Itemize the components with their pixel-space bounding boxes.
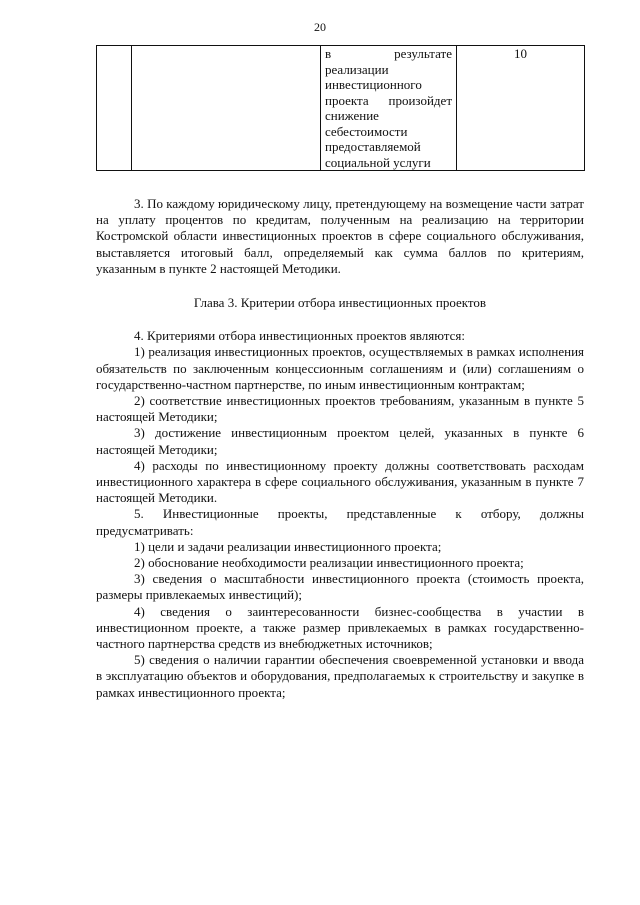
table-cell-score: 10 xyxy=(457,46,585,171)
criterion-line: снижение xyxy=(325,108,379,123)
list-item: 4) расходы по инвестиционному проекту должны соответствовать расходам инвестиционного характера в сфере социального обслуживания, указанным в пункте 7 настоящей Методики. xyxy=(96,457,584,506)
paragraph-5: 5. Инвестиционные проекты, представленные к отбору, должны предусматривать: xyxy=(96,506,584,538)
page-number: 20 xyxy=(314,20,326,34)
list-item: 4) сведения о заинтересованности бизнес-сообщества в участии в инвестиционном проекте, а также размер привлекаемых в рамках государственно-частного партнерства средств из внебюджетных источников; xyxy=(96,603,584,652)
table-cell-criterion xyxy=(321,46,457,171)
list-item: 1) цели и задачи реализации инвестиционного проекта; xyxy=(134,538,442,554)
list-item: 3) сведения о масштабности инвестиционного проекта (стоимость проекта, размеры привлекаемых инвестиций); xyxy=(96,571,584,603)
body-text xyxy=(96,196,584,701)
paragraph-4: 4. Критериями отбора инвестиционных проектов являются: xyxy=(134,328,465,344)
criterion-line: реализации xyxy=(325,61,389,77)
list-item: 2) соответствие инвестиционных проектов требованиям, указанным в пункте 5 настоящей Методики; xyxy=(96,393,584,425)
paragraph-3: 3. По каждому юридическому лицу, претендующему на возмещение части затрат на уплату процентов по кредитам, полученным на реализацию на территории Костромской области инвестиционных проектов в сфере социального обслуживания, выставляется итоговый балл, определяемый как сумма баллов по критериям, указанным в пункте 2 настоящей Методики. xyxy=(96,196,584,276)
list-item: 3) достижение инвестиционным проектом целей, указанных в пункте 6 настоящей Методики; xyxy=(96,425,584,457)
table-cell-indicator xyxy=(132,46,321,171)
table-row xyxy=(97,46,585,171)
criteria-table-continuation xyxy=(96,45,585,171)
list-item: 2) обоснование необходимости реализации инвестиционного проекта; xyxy=(134,555,524,571)
table-cell-number xyxy=(97,46,132,171)
list-item: 1) реализация инвестиционных проектов, осуществляемых в рамках исполнения обязательств по заключенным концессионным соглашениям и (или) соглашениям о государственно-частном партнерстве, по иным инвестиционным контрактам; xyxy=(96,344,584,392)
criterion-line: инвестиционного xyxy=(325,77,422,92)
criterion-line: проекта произойдет xyxy=(325,92,452,108)
chapter-heading: Глава 3. Критерии отбора инвестиционных проектов xyxy=(193,295,487,311)
criterion-line: в результате xyxy=(325,46,452,61)
criterion-line: предоставляемой xyxy=(325,139,421,154)
list-item: 5) сведения о наличии гарантии обеспечения своевременной установки и ввода в эксплуатацию объектов и оборудования, предполагаемых к строительству и закупке в рамках инвестиционного проекта; xyxy=(96,652,584,700)
criterion-line: социальной услуги xyxy=(325,154,431,170)
criterion-line: себестоимости xyxy=(325,123,408,139)
